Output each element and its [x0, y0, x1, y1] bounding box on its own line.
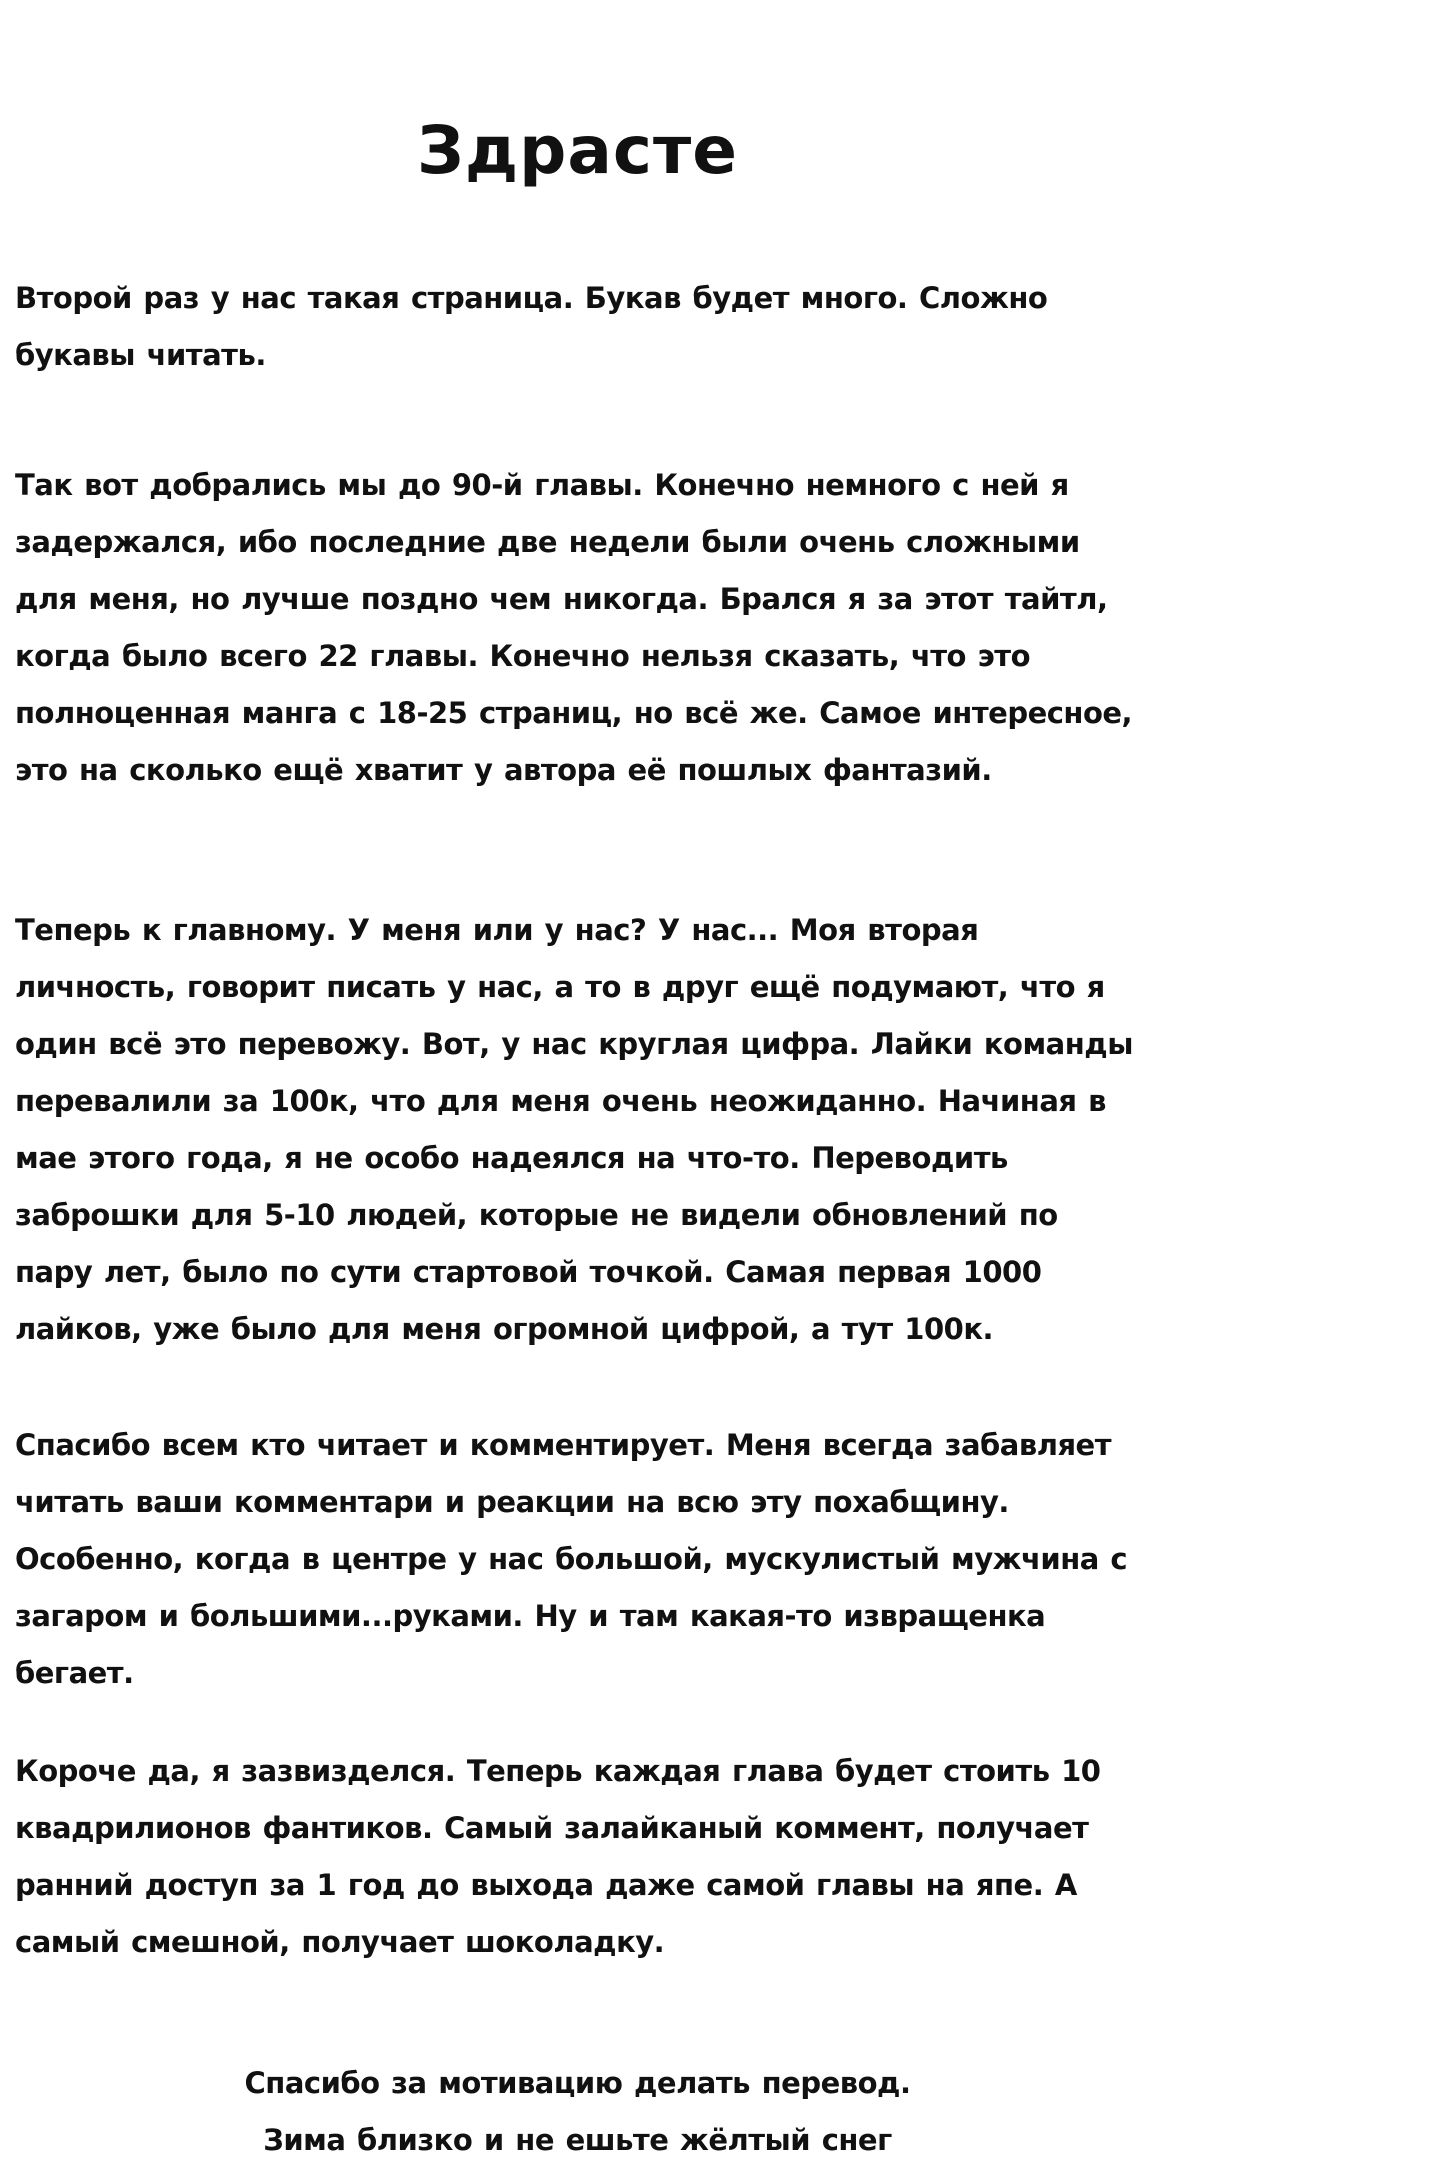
- chapter-90-paragraph: Так вот добрались мы до 90-й главы. Конечно немного с ней я задержался, ибо последние две недели были очень сложными для меня, но лучше поздно чем никогда. Брался я за этот тайтл, когда было всего 22 главы. Конечно нельзя сказать, что это полноценная манга с 18-25 страниц, но всё же. Самое интересное, это на сколько ещё хватит у автора её пошлых фантазий.: [15, 468, 1133, 787]
- text-column: [0, 112, 1140, 2169]
- page-title: Здрасте: [416, 112, 739, 189]
- closing-line-1: Спасибо за мотивацию делать перевод.: [244, 2066, 911, 2100]
- closing-line-2: Зима близко и не ешьте жёлтый снег: [263, 2123, 892, 2157]
- intro-paragraph: Второй раз у нас такая страница. Букав будет много. Сложно букавы читать.: [15, 281, 1048, 372]
- translator-note-page: [0, 112, 1448, 2166]
- joke-paragraph: Короче да, я зазвизделся. Теперь каждая глава будет стоить 10 квадрилионов фантиков. Самый залайканый коммент, получает ранний доступ за 1 год до выхода даже самой главы на япе. А самый смешной, получает шоколадку.: [15, 1754, 1101, 1959]
- closing-note: [15, 2055, 1140, 2169]
- thanks-readers-paragraph: Спасибо всем кто читает и комментирует. Меня всегда забавляет читать ваши комментари и реакции на всю эту похабщину. Особенно, когда в центре у нас большой, мускулистый мужчина с загаром и большими...руками. Ну и там какая-то извращенка бегает.: [15, 1428, 1128, 1690]
- likes-milestone-paragraph: Теперь к главному. У меня или у нас? У нас... Моя вторая личность, говорит писать у нас, а то в друг ещё подумают, что я один всё это перевожу. Вот, у нас круглая цифра. Лайки команды перевалили за 100к, что для меня очень неожиданно. Начиная в мае этого года, я не особо надеялся на что-то. Переводить заброшки для 5-10 людей, которые не видели обновлений по пару лет, было по сути стартовой точкой. Самая первая 1000 лайков, уже было для меня огромной цифрой, а тут 100к.: [15, 913, 1133, 1346]
